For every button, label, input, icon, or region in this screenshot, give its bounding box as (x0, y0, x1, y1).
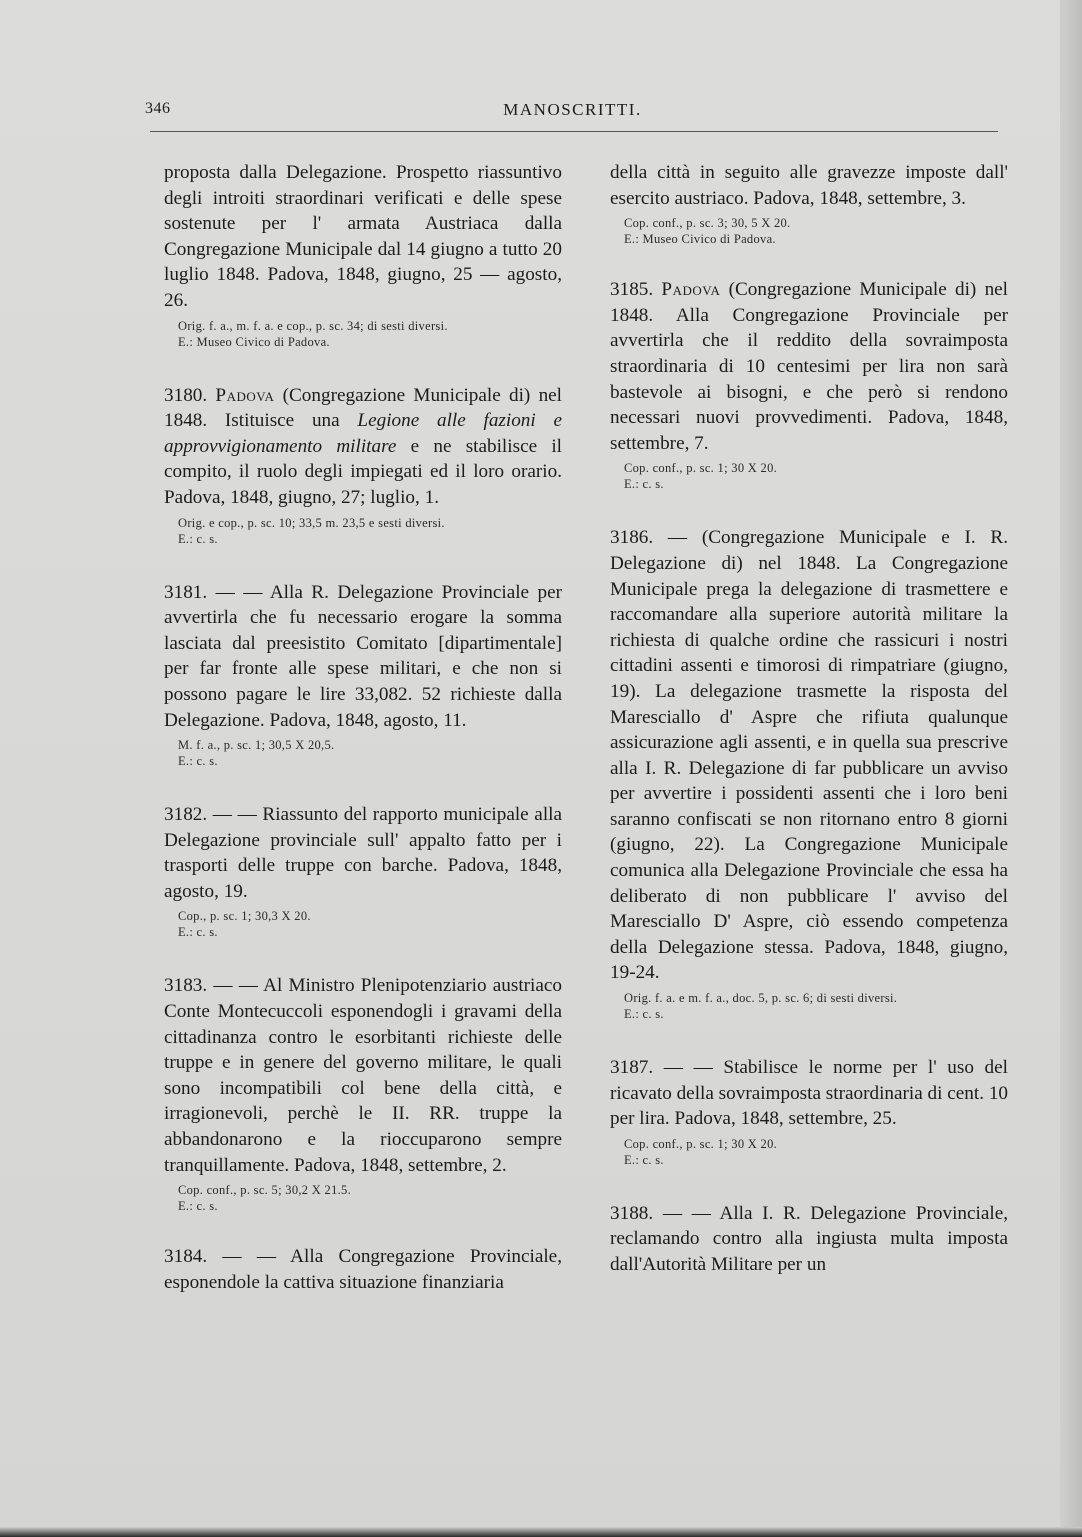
entry-continuation (164, 160, 562, 350)
entry-body: (Congregazione Municipale di) nel 1848. Alla Congregazione Provinciale per avvertirla che il reddito della sovraimposta straordinaria di 10 centesimi per lira non sarà bastevole ai bisogni, e che però si rendono necessari nuovi provvedimenti. Padova, 1848, settembre, 7. (610, 279, 1009, 454)
entry-number: 3183. (164, 975, 208, 997)
meta-description: Orig. f. a., m. f. a. e cop., p. sc. 34; di sesti diversi. (178, 318, 448, 333)
entry-3182 (164, 802, 562, 940)
meta-description: Cop. conf., p. sc. 1; 30 X 20. (624, 1136, 778, 1151)
entry-meta (610, 990, 1008, 1022)
entry-3186 (610, 525, 1008, 1022)
entry-text (164, 580, 562, 734)
entry-number: 3180. (164, 384, 208, 406)
entry-3188 (610, 1201, 1008, 1278)
entry-text (164, 802, 562, 904)
entry-3184 (164, 1244, 562, 1295)
entry-italic-title: Legione alle fazioni e approvvigionamento militare (164, 410, 562, 457)
entry-body: — (Congregazione Municipale e I. R. Delegazione di) nel 1848. La Congregazione Municipale prega la delegazione di trasmettere e raccomandare alla superiore autorità militare la richiesta di qualche ordine che rassicuri i nostri cittadini assenti e timorosi di rimpatriare (giugno, 19). La delegazione trasmette la risposta del Maresciallo d' Aspre che rifiuta qualunque assicurazione agli assenti, e in quella sua prescrive alla I. R. Delegazione di far pubblicare un avviso per avvertire i possidenti assenti che i loro beni saranno confiscati se non ritornano entro 8 giorni (giugno, 22). La Congregazione Municipale comunica alla Delegazione Provinciale che essa ha deliberato di non pubblicare l' avviso del Maresciallo D' Aspre, ciò essendo competenza della Delegazione stessa. Padova, 1848, giugno, 19-24. (610, 527, 1009, 984)
meta-location: E.: Museo Civico di Padova. (624, 232, 776, 247)
entry-place: Padova (661, 279, 721, 301)
entry-text: proposta dalla Delegazione. Prospetto riassuntivo degli introiti straordinari verificati e delle spese sostenute per l' armata Austriaca dalla Congregazione Municipale dal 14 giugno a tutto 20 luglio 1848. Padova, 1848, giugno, 25 — agosto, 26. (164, 162, 562, 311)
meta-location: E.: c. s. (624, 1152, 664, 1167)
entry-number: 3182. (164, 804, 208, 826)
right-column (610, 160, 1008, 1278)
entry-number: 3186. (610, 527, 654, 549)
entry-meta (164, 515, 562, 547)
page-header (145, 100, 1000, 130)
meta-description: Cop. conf., p. sc. 1; 30 X 20. (624, 461, 778, 476)
meta-location: E.: Museo Civico di Padova. (178, 334, 330, 349)
entry-meta (164, 737, 562, 769)
entry-place: Padova (215, 384, 275, 406)
page-edge-shadow (1060, 0, 1082, 1537)
entry-text: della città in seguito alle gravezze imposte dall' esercito austriaco. Padova, 1848, settembre, 3. (610, 162, 1008, 209)
page-bottom-edge (0, 1527, 1082, 1537)
entry-3181 (164, 580, 562, 770)
meta-location: E.: c. s. (178, 925, 218, 940)
entry-meta (164, 1182, 562, 1214)
meta-description: Orig. f. a. e m. f. a., doc. 5, p. sc. 6; di sesti diversi. (624, 991, 898, 1006)
entry-text (164, 973, 562, 1178)
meta-location: E.: c. s. (178, 754, 218, 769)
entry-3180 (164, 383, 562, 547)
entry-body: — — Alla Congregazione Provinciale, esponendole la cattiva situazione finanziaria (164, 1246, 562, 1293)
meta-description: Cop., p. sc. 1; 30,3 X 20. (178, 909, 311, 924)
entry-text-b: e ne stabilisce il compito, il ruolo degli impiegati ed il loro orario. Padova, 1848, giugno, 27; luglio, 1. (164, 435, 562, 508)
meta-description: Cop. conf., p. sc. 3; 30, 5 X 20. (624, 216, 791, 231)
entry-3187 (610, 1055, 1008, 1168)
entry-meta (610, 1136, 1008, 1168)
entry-text (610, 277, 1008, 456)
meta-location: E.: c. s. (624, 477, 664, 492)
entry-3184-continuation (610, 160, 1008, 247)
entry-number: 3184. (164, 1246, 208, 1268)
entry-body: — — Alla I. R. Delegazione Provinciale, reclamando contro alla ingiusta multa imposta dall'Autorità Militare per un (610, 1202, 1009, 1275)
meta-location: E.: c. s. (178, 531, 218, 546)
entry-number: 3185. (610, 279, 654, 301)
entry-number: 3188. (610, 1202, 654, 1224)
running-title: MANOSCRITTI. (503, 100, 642, 119)
entry-3185 (610, 277, 1008, 492)
entry-meta (610, 460, 1008, 492)
entry-body: — — Alla R. Delegazione Provinciale per avvertirla che fu necessario erogare la somma lasciata dal preesistito Comitato [dipartimentale] per far fronte alle spese militari, e che non si possono pagare le lire 33,082. 52 richieste dalla Delegazione. Padova, 1848, agosto, 11. (164, 581, 562, 731)
left-column (164, 160, 562, 1295)
entry-text (610, 1201, 1008, 1278)
entry-body: — — Al Ministro Plenipotenziario austriaco Conte Montecuccoli esponendogli i gravami della cittadinanza contro le esorbitanti richieste delle truppe e in genere del governo militare, le quali sono incompatibili col bene della città, e irragionevoli, perchè le II. RR. truppe la abbandonarono e la rioccuparono sempre tranquillamente. Padova, 1848, settembre, 2. (164, 975, 562, 1176)
entry-3183 (164, 973, 562, 1214)
entry-text-a: (Congregazione Municipale di) nel 1848. Istituisce una (164, 384, 563, 432)
entry-meta (164, 908, 562, 940)
meta-location: E.: c. s. (178, 1199, 218, 1214)
meta-description: Cop. conf., p. sc. 5; 30,2 X 21.5. (178, 1183, 352, 1198)
header-rule (150, 131, 998, 132)
entry-text (164, 383, 562, 511)
page-number: 346 (145, 100, 171, 117)
entry-number: 3181. (164, 581, 208, 603)
meta-description: Orig. e cop., p. sc. 10; 33,5 m. 23,5 e sesti diversi. (178, 515, 445, 530)
entry-text (164, 1244, 562, 1295)
entry-text (610, 1055, 1008, 1132)
entry-text (610, 525, 1008, 986)
entry-meta (610, 215, 1008, 247)
entry-body: — — Riassunto del rapporto municipale alla Delegazione provinciale sull' appalto fatto per i trasporti delle truppe con barche. Padova, 1848, agosto, 19. (164, 804, 562, 902)
entry-meta (164, 318, 562, 350)
entry-number: 3187. (610, 1057, 654, 1079)
meta-location: E.: c. s. (624, 1007, 664, 1022)
meta-description: M. f. a., p. sc. 1; 30,5 X 20,5. (178, 738, 335, 753)
entry-body: — — Stabilisce le norme per l' uso del ricavato della sovraimposta straordinaria di cent. 10 per lira. Padova, 1848, settembre, 25. (610, 1057, 1009, 1130)
